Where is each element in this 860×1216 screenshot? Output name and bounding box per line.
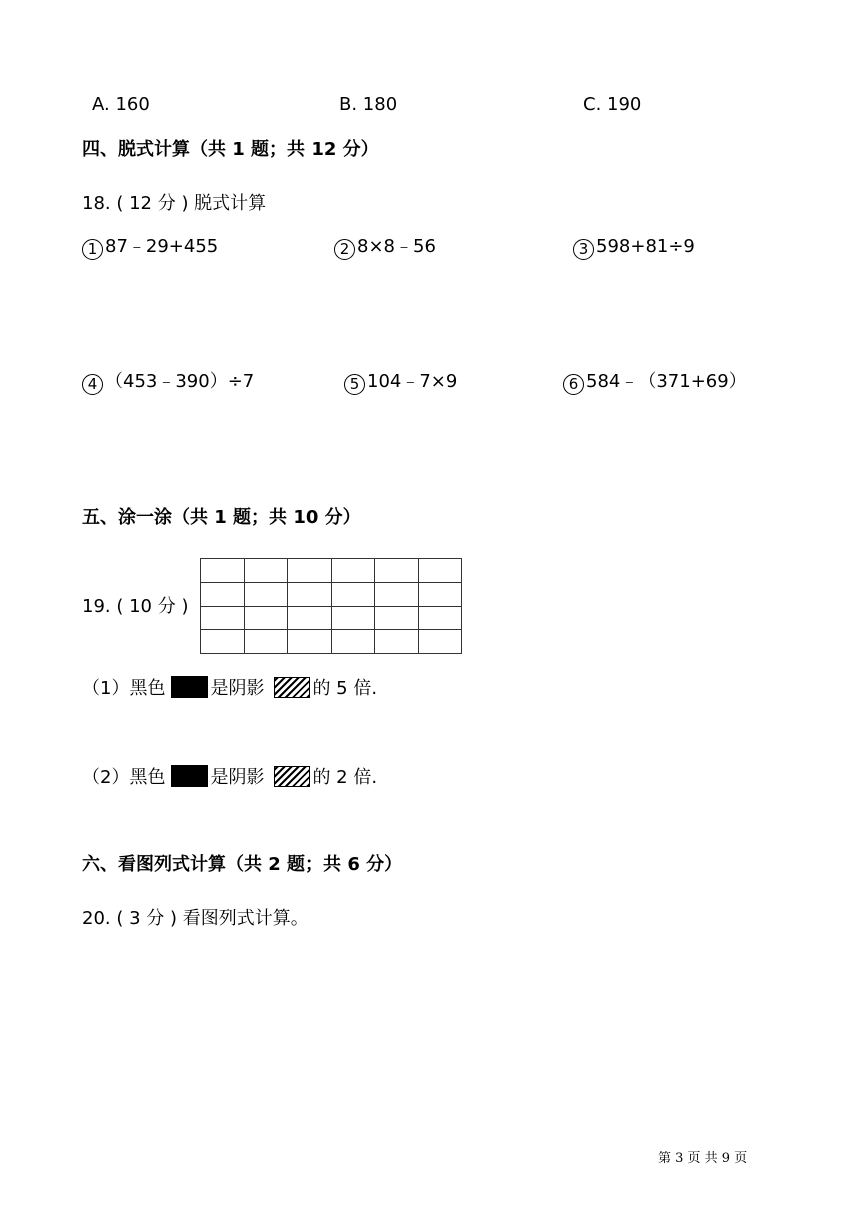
grid-cell[interactable] [288, 582, 332, 606]
section4-title: 四、脱式计算（共 1 题；共 12 分） [82, 139, 379, 160]
black-swatch-icon [171, 676, 208, 698]
grid-cell[interactable] [244, 630, 288, 654]
grid-cell[interactable] [375, 559, 419, 583]
circled-number: 4 [82, 374, 103, 395]
grid-cell[interactable] [418, 606, 462, 630]
expr-text: 598+81÷9 [596, 236, 695, 257]
option-b: B. 180 [339, 94, 398, 115]
expr-item-6 [563, 373, 747, 395]
expr-text: 584﹣（371+69） [586, 371, 747, 392]
coloring-grid[interactable] [200, 558, 462, 654]
grid-cell[interactable] [201, 559, 245, 583]
grid-cell[interactable] [201, 582, 245, 606]
q19-label: 19. ( 10 分 ) [82, 596, 189, 617]
circled-number: 5 [344, 374, 365, 395]
grid-cell[interactable] [375, 606, 419, 630]
circled-number: 6 [563, 374, 584, 395]
expr-text: 8×8﹣56 [357, 236, 436, 257]
part-middle: 是阴影 [210, 767, 265, 788]
grid-cell[interactable] [375, 630, 419, 654]
expr-item-4 [82, 373, 254, 395]
expr-item-5 [344, 373, 457, 395]
grid-cell[interactable] [288, 630, 332, 654]
circled-number: 3 [573, 239, 594, 260]
part-suffix: 的 2 倍. [312, 767, 378, 788]
hatched-swatch-icon [274, 766, 310, 787]
expr-item-3 [573, 238, 695, 260]
part-middle: 是阴影 [210, 678, 265, 699]
q20-label: 20. ( 3 分 ) 看图列式计算。 [82, 908, 309, 929]
grid-cell[interactable] [201, 630, 245, 654]
grid-cell[interactable] [288, 606, 332, 630]
black-swatch-icon [171, 765, 208, 787]
expr-item-1 [82, 238, 218, 260]
circled-number: 1 [82, 239, 103, 260]
grid-cell[interactable] [418, 559, 462, 583]
page-footer: 第 3 页 共 9 页 [658, 1151, 748, 1166]
part-suffix: 的 5 倍. [312, 678, 378, 699]
part-1 [82, 676, 377, 698]
grid-cell[interactable] [418, 582, 462, 606]
grid-cell[interactable] [331, 559, 375, 583]
grid-cell[interactable] [244, 559, 288, 583]
section5-title: 五、涂一涂（共 1 题；共 10 分） [82, 507, 361, 528]
option-c: C. 190 [583, 94, 642, 115]
grid-cell[interactable] [331, 582, 375, 606]
option-a: A. 160 [92, 94, 150, 115]
grid-cell[interactable] [418, 630, 462, 654]
part-prefix: （2）黑色 [82, 767, 166, 788]
grid-cell[interactable] [331, 606, 375, 630]
expr-item-2 [334, 238, 436, 260]
part-prefix: （1）黑色 [82, 678, 166, 699]
grid-cell[interactable] [244, 582, 288, 606]
circled-number: 2 [334, 239, 355, 260]
grid-cell[interactable] [201, 606, 245, 630]
grid-cell[interactable] [288, 559, 332, 583]
q18-label: 18. ( 12 分 ) 脱式计算 [82, 193, 267, 214]
expr-text: （453﹣390）÷7 [105, 371, 255, 392]
section6-title: 六、看图列式计算（共 2 题；共 6 分） [82, 854, 403, 875]
expr-text: 87﹣29+455 [105, 236, 219, 257]
grid-cell[interactable] [375, 582, 419, 606]
hatched-swatch-icon [274, 677, 310, 698]
expr-text: 104﹣7×9 [367, 371, 458, 392]
grid-table [200, 558, 462, 654]
grid-cell[interactable] [331, 630, 375, 654]
part-2 [82, 765, 377, 787]
grid-cell[interactable] [244, 606, 288, 630]
